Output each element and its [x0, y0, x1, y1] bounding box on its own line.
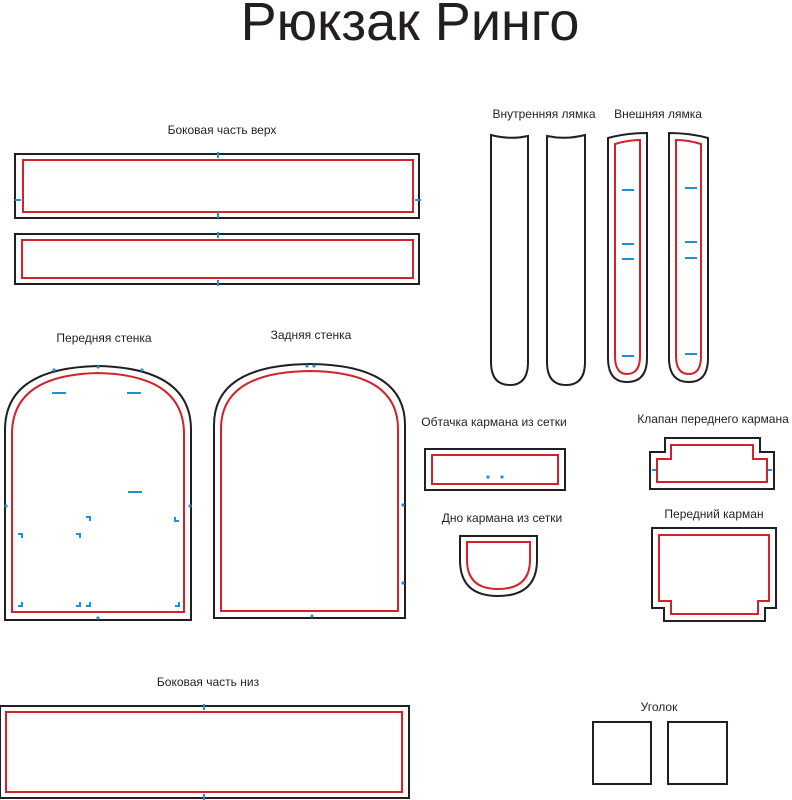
piece-outer-strap-left — [608, 133, 647, 382]
piece-mesh-pocket-trim — [425, 449, 565, 490]
label-outer-strap: Внешняя лямка — [614, 107, 702, 121]
piece-corner-1 — [593, 722, 651, 784]
label-front-pocket: Передний карман — [664, 507, 764, 521]
piece-corner-2 — [668, 722, 727, 784]
label-mesh-pocket-bottom: Дно кармана из сетки — [441, 511, 563, 525]
piece-side-top-1 — [15, 152, 421, 218]
piece-inner-strap-right — [547, 135, 585, 385]
label-corner: Уголок — [640, 700, 678, 714]
piece-back-wall — [214, 364, 405, 618]
label-side-bottom: Боковая часть низ — [156, 675, 260, 689]
piece-side-top-2 — [15, 232, 419, 286]
piece-front-pocket-flap — [650, 438, 774, 489]
piece-side-bottom — [0, 704, 409, 800]
piece-outer-strap-right — [669, 133, 708, 382]
piece-front-wall — [4, 365, 191, 620]
label-front-pocket-flap: Клапан переднего кармана — [637, 412, 789, 426]
page-title: Рюкзак Ринго — [240, 0, 580, 52]
label-inner-strap: Внутренняя лямка — [492, 107, 596, 121]
label-side-top: Боковая часть верх — [167, 123, 277, 137]
piece-mesh-pocket-bottom — [460, 536, 537, 596]
label-back-wall: Задняя стенка — [270, 328, 352, 342]
piece-front-pocket — [652, 528, 776, 621]
label-front-wall: Передняя стенка — [56, 331, 152, 345]
label-mesh-pocket-trim: Обтачка кармана из сетки — [421, 415, 567, 429]
piece-inner-strap-left — [491, 135, 528, 385]
